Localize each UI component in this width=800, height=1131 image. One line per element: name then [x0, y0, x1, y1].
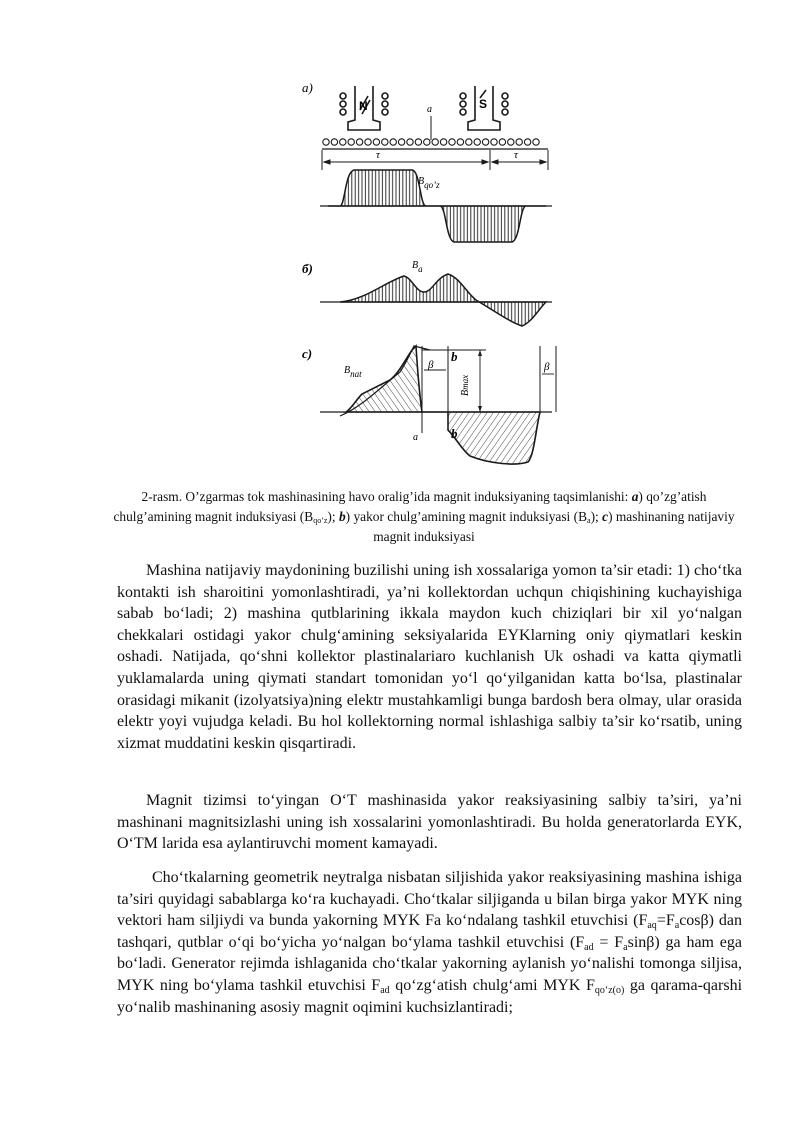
conductor-circle: [440, 139, 446, 145]
beta-label-1: β: [428, 359, 434, 371]
b-mark-1: b: [451, 349, 458, 364]
figure-drawing: [300, 78, 570, 473]
conductor-circle: [424, 139, 430, 145]
conductor-circle: [524, 139, 530, 145]
b-mark-2: b: [451, 426, 458, 441]
resultant-induction-curve: [346, 346, 422, 412]
pole-n-label: N: [359, 99, 368, 113]
conductor-circle: [382, 139, 388, 145]
beta-label-2: β: [544, 361, 550, 373]
conductor-circle: [482, 139, 488, 145]
conductor-circle: [499, 139, 505, 145]
neutral-mark-a: a: [427, 104, 432, 115]
conductor-circle: [348, 139, 354, 145]
b-max-label: Bmax: [460, 374, 471, 396]
conductor-circle: [449, 139, 455, 145]
conductor-circle: [415, 139, 421, 145]
conductor-circle: [340, 139, 346, 145]
paragraph-1: Mashina natijaviy maydonining buzilishi uning ish xossalariga yomon ta’sir etadi: 1) cho‘tka kontakti ish sharoitini yomonlashtiradi, ya’ni kollektordan uchqun chiqishining kuchayishiga sabab bo‘ladi; 2) mashina qutblarining ikkala maydon kuch chiziqlari bir xil yo‘nalgan chekkalari ostidagi yakor chulg‘amining seksiyalarida EYKlarning oniy qiymatlari keskin oshadi. Natijada, qo‘shni kollektor plastinalariaro kuchlanish Uk oshadi va katta qiymatli yuklamalarda uning qiymati standart tomonidan yo‘l qo‘yilganidan katta bo‘lsa, plastinalar orasidagi mikanit (izolyatsiya)ning elektr mustahkamligi bunga bardosh bera olmay, ular orasida elektr yoyi vujudga keladi. Bu hol kollektorning normal ishlashiga salbiy ta’sir ko‘rsatib, uning xizmat muddatini keskin qisqartiradi.: [117, 562, 742, 752]
conductor-circle: [508, 139, 514, 145]
conductor-circle: [407, 139, 413, 145]
panel-label-a: a): [302, 80, 313, 95]
conductor-circle: [457, 139, 463, 145]
tau-label-1: τ: [376, 149, 380, 161]
conductor-circle: [390, 139, 396, 145]
conductor-circle: [398, 139, 404, 145]
conductor-circle: [356, 139, 362, 145]
tau-label-2: τ: [514, 149, 518, 161]
conductor-circle: [516, 139, 522, 145]
conductor-circle: [365, 139, 371, 145]
panel-label-c: c): [302, 346, 313, 361]
conductor-circle: [373, 139, 379, 145]
armature-induction-curve: [340, 274, 546, 326]
b-a-label: Ba: [412, 260, 423, 274]
conductor-circle: [491, 139, 497, 145]
conductor-circle: [323, 139, 329, 145]
figure-caption: 2-rasm. O’zgarmas tok mashinasining havo oralig’ida magnit induksiyaning taqsimlanishi: a) qo’zg’atish chulg’amining magnit induksiyasi $(B_{qo’z})$; b) yakor chulg’amining magnit induksiyasi $(B_a)$; c) mashinaning natijaviy magnit induksiyasi: [113, 489, 735, 544]
induction-distribution-figure: [300, 78, 570, 473]
paragraph-2: Magnit tizimsi to‘yingan O‘T mashinasida yakor reaksiyasining salbiy ta’siri, ya’ni mashinani magnitsizlashi uning ish xossalarini yomonlashtiradi. Bu holda generatorlarda EYK, O‘TM larida esa aylantiruvchi moment kamayadi.: [117, 792, 742, 853]
neutral-mark-a-c: a: [413, 432, 418, 443]
conductor-circle: [474, 139, 480, 145]
pole-s-label: S: [479, 97, 488, 111]
b-nat-label: Bnat: [344, 365, 362, 379]
conductor-circle: [466, 139, 472, 145]
paragraph-3: Cho‘tkalarning geometrik neytralga nisbatan siljishida yakor reaksiyasining mashina ishiga ta’siri quyidagi sabablarga ko‘ra kuchayadi. Cho‘tkalar siljiganda u bilan birga yakor MYK ning vektori ham siljiydi va bunda yakorning MYK Fa ko‘ndalang tashkil etuvchisi $(F_{aq}=F_a\cos\beta)$ dan tashqari, qutblar o‘qi bo‘yicha yo‘nalgan bo‘ylama tashkil etuvchisi $(F_{ad} = F_a\sin\beta)$ ga ham ega bo‘ladi. Generator rejimda ishlaganida cho‘tkalar yakorning aylanish yo‘nalishi tomonga siljisa, MYK ning bo‘ylama tashkil etuvchisi $F_{ad}$ qo‘zg‘atish chulg‘ami MYK $F_{qo‘z(o)}$ ga qarama-qarshi yo‘nalib mashinaning asosiy magnit oqimini kuchsizlantiradi;: [117, 869, 743, 1016]
panel-label-b: б): [302, 261, 313, 276]
conductor-circle: [432, 139, 438, 145]
conductor-circle: [331, 139, 337, 145]
b-qoz-label: Bqo’z: [418, 176, 440, 190]
conductor-circle: [533, 139, 539, 145]
